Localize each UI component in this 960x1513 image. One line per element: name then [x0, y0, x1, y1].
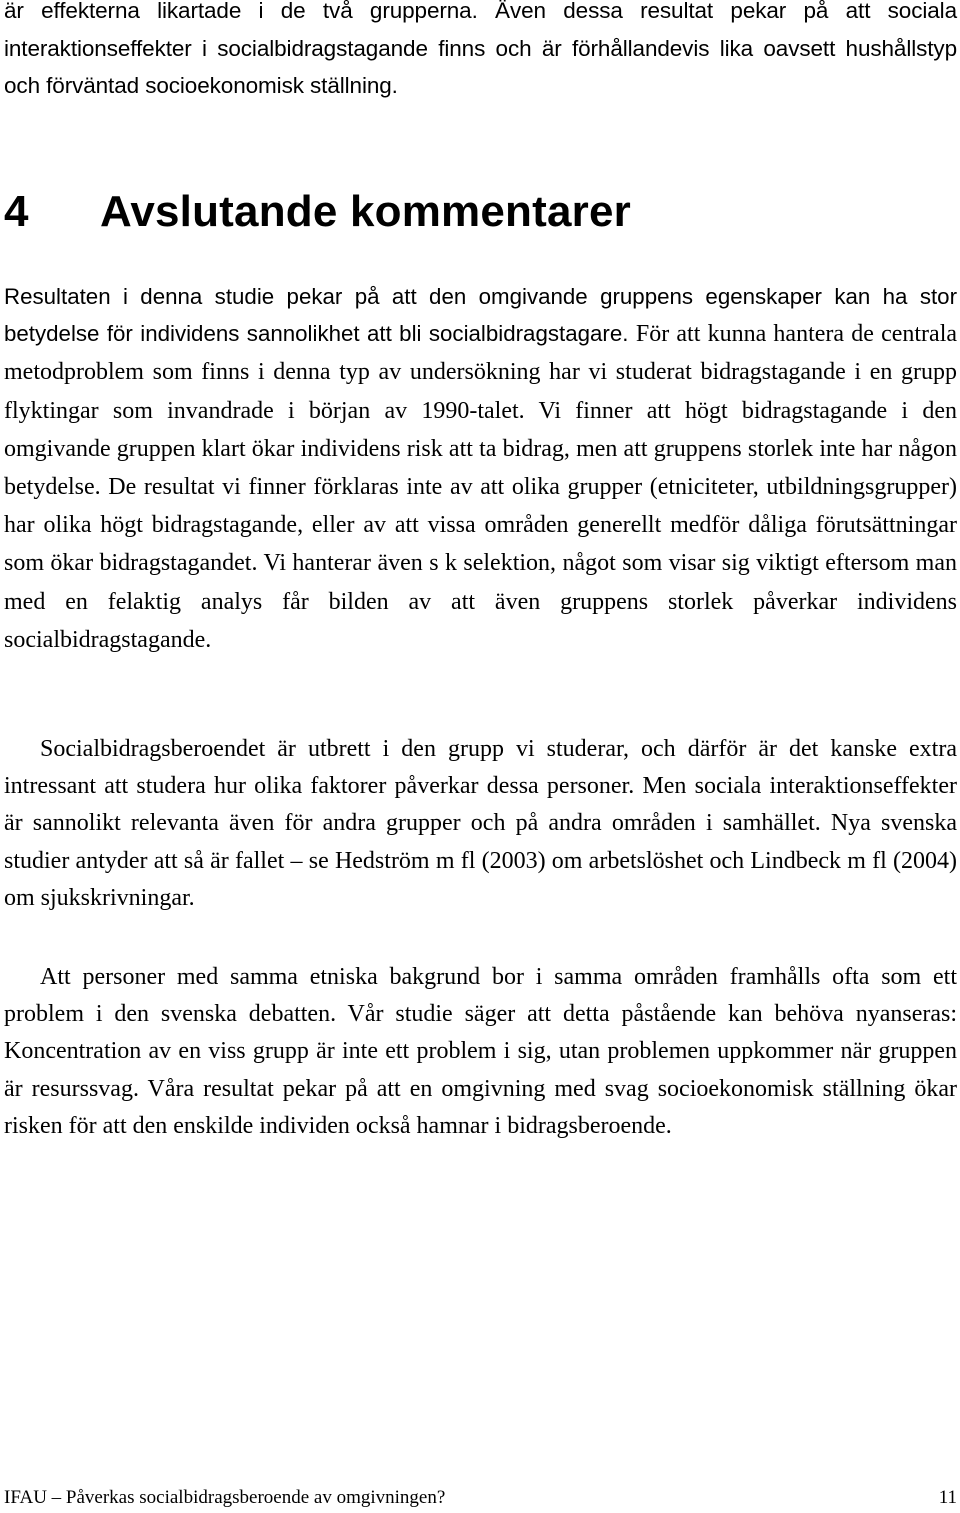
page-number: 11: [938, 1487, 957, 1508]
results-paragraph-serif: För att kunna hantera de centrala metodproblem som finns i denna typ av undersökning har vi studerat bidragstagande i en grupp flyktingar som invandrade i början av 1990-talet. Vi finner att högt bidragstagande i den omgivande gruppen klart ökar individens risk att ta bidrag, men att gruppens storlek inte har någon betydelse. De resultat vi finner förklaras inte av att olika grupper (etniciteter, utbildningsgrupper) har olika högt bidragstagande, eller av att vissa områden generellt medför dåliga förutsättningar som ökar bidragstagandet. Vi hanterar även s k selektion, något som visar sig viktigt eftersom man med en felaktig analys får bilden av att även gruppens storlek påverkar individens socialbidragstagande.: [4, 321, 958, 653]
section-title: Avslutande kommentarer: [100, 187, 631, 236]
section-heading: [4, 182, 631, 242]
results-paragraph-sans: Resultaten i denna studie pekar på att den omgivande gruppens egenskaper kan ha stor betydelse för individens sannolikhet att bli socialbidragstagare.: [4, 284, 957, 347]
section-number: 4: [4, 187, 29, 236]
paragraph-ethnic-concentration: Att personer med samma etniska bakgrund bor i samma områden framhålls ofta som ett problem i den svenska debatten. Vår studie säger att detta påstående kan behöva nyanseras: Koncentration av en viss grupp är inte ett problem i sig, utan problemen uppkommer när gruppen är resurssvag. Våra resultat pekar på att en omgivning med svag socioekonomisk ställning ökar risken för att den enskilde individen också hamnar i bidragsberoende.: [4, 964, 957, 1139]
results-paragraph: [4, 278, 957, 659]
footer-running-title: IFAU – Påverkas socialbidragsberoende av omgivningen?: [4, 1487, 446, 1508]
paragraph-interaction-effects: Socialbidragsberoendet är utbrett i den grupp vi studerar, och därför är det kanske extra intressant att studera hur olika faktorer påverkar dessa personer. Men sociala interaktionseffekter är sannolikt relevanta även för andra grupper och på andra områden i samhället. Nya svenska studier antyder att så är fallet – se Hedström m fl (2003) om arbetslöshet och Lindbeck m fl (2004) om sjukskrivningar.: [4, 736, 957, 911]
intro-paragraph: är effekterna likartade i de två grupperna. Även dessa resultat pekar på att sociala interaktionseffekter i socialbidragstagande finns och är förhållandevis lika oavsett hushållstyp och förväntad socioekonomisk ställning.: [4, 0, 957, 98]
